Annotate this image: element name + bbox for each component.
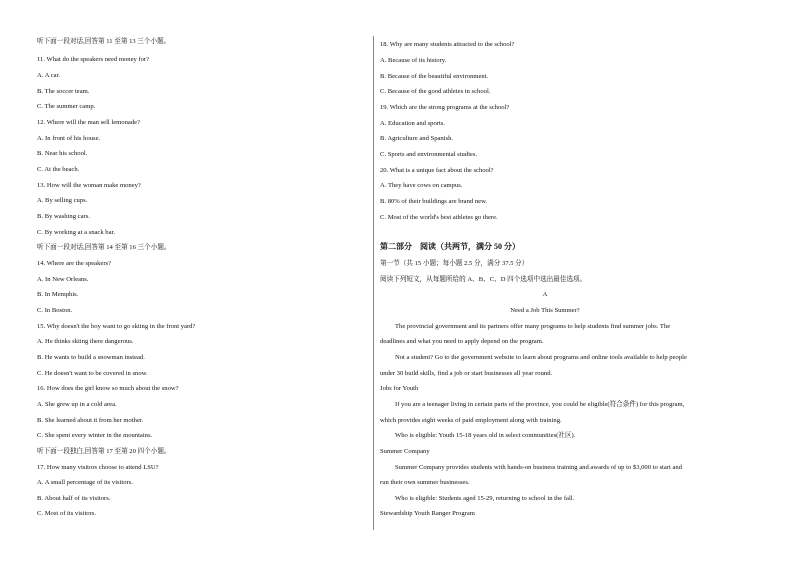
option-line: B. He wants to build a snowman instead.	[37, 354, 145, 361]
eligibility-line: Who is eligible: Students aged 15-29, returning to school in the fall.	[395, 495, 575, 502]
option-line: C. Because of the good athletes in school.	[380, 88, 491, 95]
question-line: 13. How will the woman make money?	[37, 182, 141, 189]
section-header: 听下面一段对话,回答第 14 至第 16 三个小题。	[37, 244, 171, 251]
option-line: B. She learned about it from her mother.	[37, 417, 144, 424]
option-line: B. About half of its visitors.	[37, 495, 111, 502]
option-line: C. The summer camp.	[37, 103, 96, 110]
question-line: 11. What do the speakers need money for?	[37, 56, 150, 63]
option-line: C. In Boston.	[37, 307, 73, 314]
section-header: 听下面一段对话,回答第 11 至第 13 三个小题。	[37, 38, 171, 45]
paragraph-line: The provincial government and its partners offer many programs to help students find summer jobs. The	[395, 323, 671, 330]
option-line: A. By selling cups.	[37, 197, 88, 204]
option-line: C. At the beach.	[37, 166, 80, 173]
question-line: 19. Which are the strong programs at the school?	[380, 104, 510, 111]
paragraph-line: under 30 build skills, find a job or start businesses all year round.	[380, 370, 553, 377]
instructions: 阅读下列短文，从每题所给的 A、B、C、D 四个选项中选出最佳选项。	[380, 276, 587, 283]
option-line: C. She spent every winter in the mountains.	[37, 432, 153, 439]
option-line: C. By working at a snack bar.	[37, 229, 116, 236]
paragraph-line: which provides eight weeks of paid employment along with training.	[380, 417, 562, 424]
question-line: 14. Where are the speakers?	[37, 260, 112, 267]
option-line: A. In New Orleans.	[37, 276, 89, 283]
paragraph-line: run their own summer businesses.	[380, 479, 470, 486]
program-heading: Summer Company	[380, 448, 430, 455]
paragraph-line: Not a student? Go to the government website to learn about programs and online tools available to help people	[395, 354, 687, 361]
option-line: B. By washing cars.	[37, 213, 90, 220]
option-line: A. Because of its history.	[380, 57, 447, 64]
paragraph-line: deadlines and what you need to apply depend on the program.	[380, 338, 544, 345]
question-line: 18. Why are many students attracted to the school?	[380, 41, 515, 48]
question-line: 20. What is a unique fact about the school?	[380, 167, 494, 174]
option-line: C. He doesn't want to be covered in snow.	[37, 370, 148, 377]
option-line: C. Most of the world's best athletes go there.	[380, 214, 498, 221]
option-line: A. He thinks skiing there dangerous.	[37, 338, 134, 345]
option-line: B. 80% of their buildings are brand new.	[380, 198, 488, 205]
question-line: 17. How many visitors choose to attend LSU?	[37, 464, 159, 471]
question-line: 16. How does the girl know so much about the snow?	[37, 385, 179, 392]
eligibility-line: Who is eligible: Youth 15-18 years old in select communities(社区).	[395, 432, 576, 439]
option-line: B. Agriculture and Spanish.	[380, 135, 454, 142]
section-header: 听下面一段独白,回答第 17 至第 20 四个小题。	[37, 448, 171, 455]
option-line: A. Education and sports.	[380, 120, 446, 127]
option-line: A. In front of his house.	[37, 135, 101, 142]
option-line: C. Sports and environmental studies.	[380, 151, 478, 158]
program-heading: Jobs for Youth	[380, 385, 419, 392]
option-line: B. The soccer team.	[37, 88, 90, 95]
passage-title: Need a Job This Summer?	[510, 307, 580, 314]
question-line: 12. Where will the man sell lemonade?	[37, 119, 140, 126]
option-line: A. A small percentage of its visitors.	[37, 479, 133, 486]
part-heading: 第二部分 阅读（共两节，满分 50 分）	[380, 242, 520, 251]
column-divider	[373, 36, 374, 530]
option-line: B. In Memphis.	[37, 291, 79, 298]
option-line: A. She grew up in a cold area.	[37, 401, 117, 408]
passage-label: A	[542, 291, 548, 298]
paragraph-line: If you are a teenager living in certain parts of the province, you could be eligible(符合条件) for this program,	[395, 401, 685, 408]
option-line: A. They have cows on campus.	[380, 182, 463, 189]
subsection-heading: 第一节（共 15 小题；每小题 2.5 分，满分 37.5 分）	[380, 260, 529, 267]
option-line: C. Most of its visitors.	[37, 510, 96, 517]
paragraph-line: Summer Company provides students with hands-on business training and awards of up to $3,000 to start and	[395, 464, 682, 471]
question-line: 15. Why doesn't the boy want to go skiing in the front yard?	[37, 323, 196, 330]
option-line: B. Near his school.	[37, 150, 88, 157]
option-line: B. Because of the beautiful environment.	[380, 73, 489, 80]
program-heading: Stewardship Youth Ranger Program	[380, 510, 475, 517]
option-line: A. A car.	[37, 72, 61, 79]
